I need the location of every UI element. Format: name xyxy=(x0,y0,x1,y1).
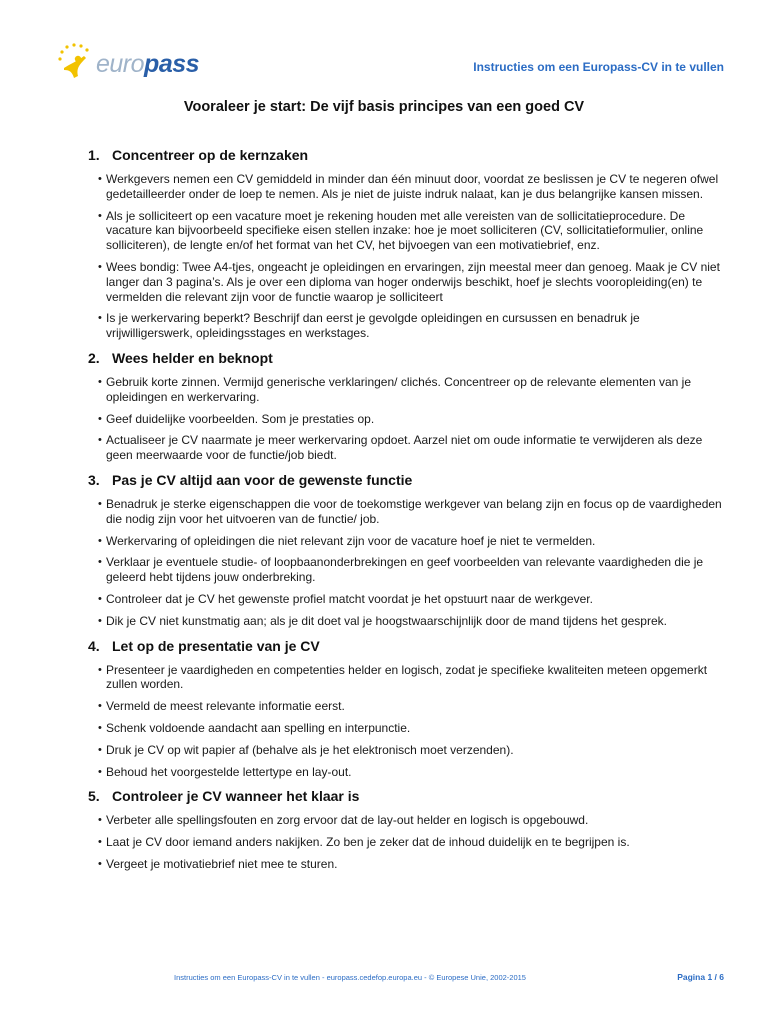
europass-wordmark: europass xyxy=(96,50,200,78)
section-number: 2. xyxy=(88,349,100,366)
bullet-list xyxy=(88,497,728,629)
section-heading-text: Wees helder en beknopt xyxy=(112,349,273,366)
section-number: 1. xyxy=(88,147,100,163)
page-number: Pagina 1 / 6 xyxy=(677,972,724,982)
document-body xyxy=(88,147,728,881)
section-1 xyxy=(88,147,728,341)
document-title: Vooraleer je start: De vijf basis principes van een goed CV xyxy=(183,99,585,115)
footer-text: Instructies om een Europass-CV in te vullen - europass.cedefop.europa.eu - © Europese Unie, 2002-2015 xyxy=(174,973,526,982)
list-item: • Dik je CV niet kunstmatig aan; als je dit doet val je hoogstwaarschijnlijk door de mand tijdens het gesprek. xyxy=(88,614,728,629)
bullet-list xyxy=(88,172,728,341)
europass-logo xyxy=(56,42,200,84)
section-3 xyxy=(88,472,728,629)
list-item: • Controleer dat je CV het gewenste profiel matcht voordat je het opstuurt naar de werkgever. xyxy=(88,592,728,607)
list-item: • Wees bondig: Twee A4-tjes, ongeacht je opleidingen en ervaringen, zijn meestal meer dan genoeg. Maak je CV niet langer dan 3 pagina’s. Als je over een diploma van hoger onderwijs beschikt, hoef je slechts vooropleiding(en) te vermelden die relevant zijn voor de functie waarop je solliciteert xyxy=(88,260,728,304)
bullet-list xyxy=(88,813,728,871)
section-number: 4. xyxy=(88,637,100,654)
list-item: • Verklaar je eventuele studie- of loopbaanonderbrekingen en geef voorbeelden van relevante vaardigheden die je geleerd hebt tijdens jouw onderbreking. xyxy=(88,555,728,585)
list-item: • Druk je CV op wit papier af (behalve als je het elektronisch moet verzenden). xyxy=(88,743,728,758)
list-item: • Vergeet je motivatiebrief niet mee te sturen. xyxy=(88,857,728,872)
section-number: 3. xyxy=(88,471,100,488)
list-item: • Als je solliciteert op een vacature moet je rekening houden met alle vereisten van de sollicitatieprocedure. De vacature kan bijvoorbeeld specifieke eisen stellen inzake: hoe je moet solliciteren (CV, sollicitatieformulier, online solliciteren), de lengte en/of het format van het CV, het bijvoegen van een motivatiebrief, enz. xyxy=(88,209,728,253)
list-item: • Verbeter alle spellingsfouten en zorg ervoor dat de lay-out helder en logisch is opgebouwd. xyxy=(88,813,728,828)
list-item: • Benadruk je sterke eigenschappen die voor de toekomstige werkgever van belang zijn en focus op de vaardigheden die nodig zijn voor het uitvoeren van de functie/ job. xyxy=(88,497,728,527)
section-heading-text: Concentreer op de kernzaken xyxy=(112,147,309,163)
section-heading xyxy=(88,472,728,488)
section-2 xyxy=(88,350,728,463)
list-item: • Geef duidelijke voorbeelden. Som je prestaties op. xyxy=(88,412,728,427)
section-heading xyxy=(88,350,728,366)
section-heading xyxy=(88,788,728,804)
list-item: • Is je werkervaring beperkt? Beschrijf dan eerst je gevolgde opleidingen en cursussen en benadruk je vrijwilligerswerk, opleidingsstages en werkstages. xyxy=(88,311,728,341)
page-header xyxy=(0,0,768,90)
list-item: • Presenteer je vaardigheden en competenties helder en logisch, zodat je specifieke kwaliteiten meteen opgemerkt zullen worden. xyxy=(88,663,728,693)
list-item: • Gebruik korte zinnen. Vermijd generische verklaringen/ clichés. Concentreer op de relevante elementen van je opleidingen en werkervaring. xyxy=(88,375,728,405)
section-heading-text: Pas je CV altijd aan voor de gewenste functie xyxy=(112,471,413,488)
section-heading xyxy=(88,147,728,163)
section-heading xyxy=(88,638,728,654)
list-item: • Werkervaring of opleidingen die niet relevant zijn voor de vacature hoef je niet te vermelden. xyxy=(88,534,728,549)
bullet-list xyxy=(88,663,728,780)
page-footer xyxy=(0,969,768,989)
section-5 xyxy=(88,788,728,871)
section-number: 5. xyxy=(88,788,100,805)
bullet-list xyxy=(88,375,728,463)
list-item: • Actualiseer je CV naarmate je meer werkervaring opdoet. Aarzel niet om oude informatie te verwijderen als deze geen meerwaarde voor de functie/job biedt. xyxy=(88,433,728,463)
section-heading-text: Controleer je CV wanneer het klaar is xyxy=(112,788,360,805)
list-item: • Behoud het voorgestelde lettertype en lay-out. xyxy=(88,765,728,780)
section-4 xyxy=(88,638,728,780)
section-heading-text: Let op de presentatie van je CV xyxy=(112,637,320,654)
list-item: • Werkgevers nemen een CV gemiddeld in minder dan één minuut door, voordat ze beslissen je CV te negeren ofwel gedetailleerder onder de loep te nemen. Als je niet de juiste indruk nalaat, kan je dus belangrijke kansen missen. xyxy=(88,172,728,202)
list-item: • Vermeld de meest relevante informatie eerst. xyxy=(88,699,728,714)
header-title: Instructies om een Europass-CV in te vullen xyxy=(473,60,724,74)
list-item: • Laat je CV door iemand anders nakijken. Zo ben je zeker dat de inhoud duidelijk en te begrijpen is. xyxy=(88,835,728,850)
list-item: • Schenk voldoende aandacht aan spelling en interpunctie. xyxy=(88,721,728,736)
